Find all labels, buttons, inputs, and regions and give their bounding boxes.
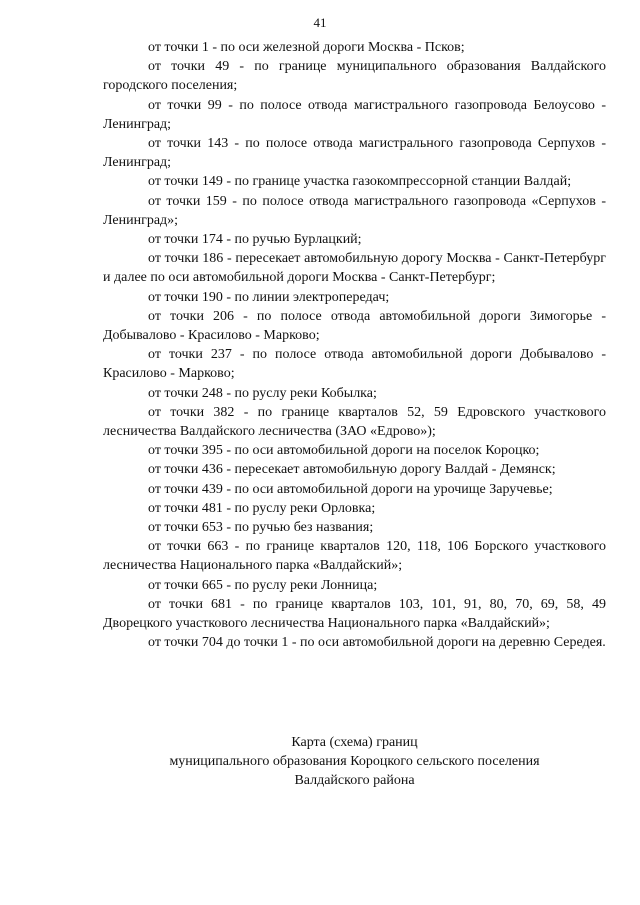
page-number: 41 [313, 15, 327, 30]
paragraph: от точки 439 - по оси автомобильной дороги на урочище Заручевье; [148, 481, 553, 497]
paragraph: от точки 237 - по полосе отвода автомобильной дороги Добывалово - Красилово - Марково; [103, 347, 606, 382]
paragraph: от точки 481 - по руслу реки Орловка; [148, 500, 376, 516]
paragraph: от точки 149 - по границе участка газокомпрессорной станции Валдай; [148, 174, 572, 190]
caption-line: муниципального образования Короцкого сельского поселения [169, 754, 540, 770]
paragraph: от точки 665 - по руслу реки Лонница; [148, 577, 378, 593]
paragraph: от точки 1 - по оси железной дороги Москва - Псков; [148, 40, 465, 55]
caption-line: Валдайского района [294, 773, 415, 789]
paragraph: от точки 49 - по границе муниципального образования Валдайского городского поселения; [103, 59, 606, 94]
map-caption [103, 733, 606, 791]
paragraph: от точки 653 - по ручью без названия; [148, 520, 374, 536]
paragraph: от точки 704 до точки 1 - по оси автомобильной дороги на деревню Середея. [148, 635, 606, 651]
boundary-description [103, 38, 606, 653]
paragraph: от точки 248 - по руслу реки Кобылка; [148, 385, 377, 401]
paragraph: от точки 143 - по полосе отвода магистрального газопровода Серпухов - Ленинград; [103, 136, 606, 171]
paragraph: от точки 159 - по полосе отвода магистрального газопровода «Серпухов - Ленинград»; [103, 193, 606, 228]
paragraph: от точки 663 - по границе кварталов 120, 118, 106 Борского участкового лесничества Национального парка «Валдайский»; [103, 539, 606, 574]
paragraph: от точки 190 - по линии электропередач; [148, 289, 390, 305]
paragraph: от точки 382 - по границе кварталов 52, 59 Едровского участкового лесничества Валдайского лесничества (ЗАО «Едрово»); [103, 404, 606, 440]
caption-line: Карта (схема) границ [291, 735, 418, 750]
paragraph: от точки 436 - пересекает автомобильную дорогу Валдай - Демянск; [148, 462, 556, 478]
paragraph: от точки 99 - по полосе отвода магистрального газопровода Белоусово - Ленинград; [103, 97, 606, 132]
paragraph: от точки 681 - по границе кварталов 103, 101, 91, 80, 70, 69, 58, 49 Дворецкого участкового лесничества Национального парка «Валдайский»; [103, 596, 606, 632]
paragraph: от точки 174 - по ручью Бурлацкий; [148, 232, 362, 248]
paragraph: от точки 206 - по полосе отвода автомобильной дороги Зимогорье - Добывалово - Красилово - Марково; [103, 308, 606, 344]
paragraph: от точки 395 - по оси автомобильной дороги на поселок Короцко; [148, 443, 540, 459]
paragraph: от точки 186 - пересекает автомобильную дорогу Москва - Санкт-Петербург и далее по оси автомобильной дороги Москва - Санкт-Петербург; [103, 251, 606, 286]
